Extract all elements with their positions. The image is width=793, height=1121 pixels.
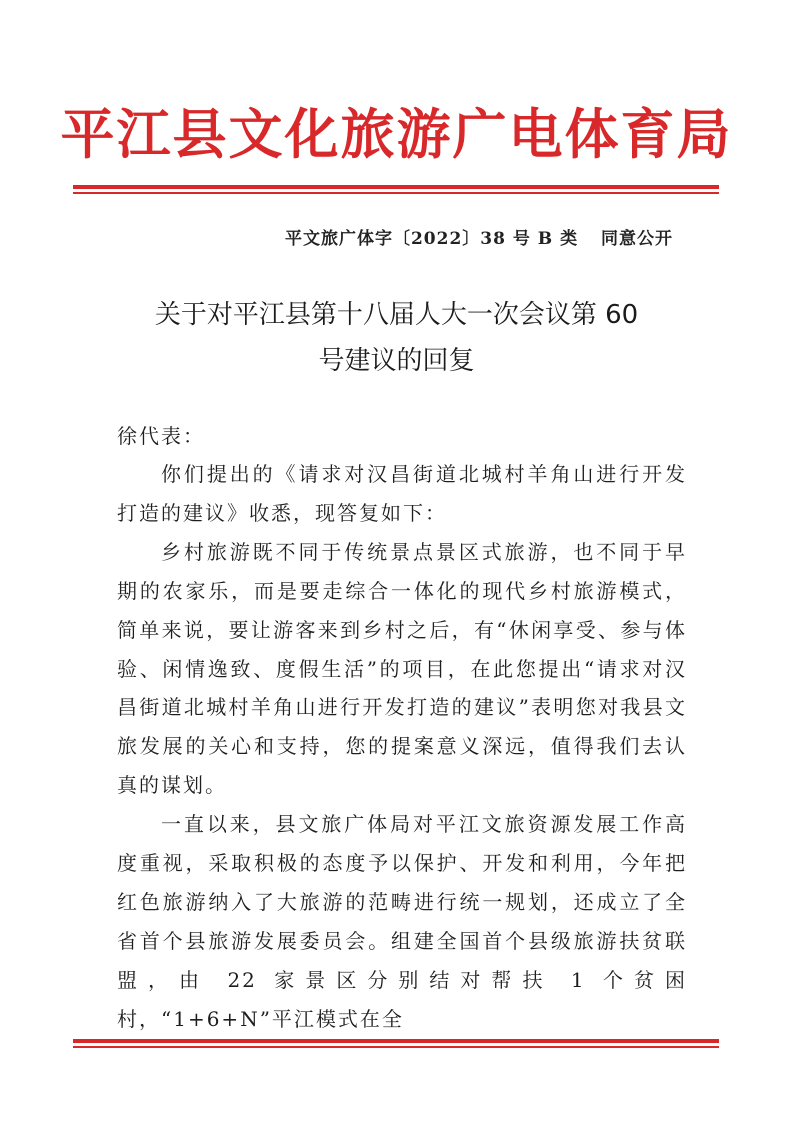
title-line-1: 关于对平江县第十八届人大一次会议第 60 [154, 300, 639, 330]
disclosure-status: 同意公开 [601, 229, 673, 249]
footer-rule-thin [73, 1046, 719, 1048]
letterhead-org-name: 平江县文化旅游广电体育局 [60, 102, 733, 166]
salutation: 徐代表： [117, 424, 205, 448]
footer-rule-thick [73, 1039, 719, 1043]
title-line-2: 号建议的回复 [318, 346, 475, 376]
paragraph: 一直以来，县文旅广体局对平江文旅资源发展工作高度重视，采取积极的态度予以保护、开发和利用，今年把红色旅游纳入了大旅游的范畴进行统一规划，还成立了全省首个县旅游发展委员会。组建全国首个县级旅游扶贫联盟，由 22 家景区分别结对帮扶 1 个贫困村，“1+6+N”平江模式在全 [117, 812, 687, 1031]
letterhead-rule-thick [73, 185, 719, 189]
letterhead-rule-thin [73, 192, 719, 194]
paragraph: 乡村旅游既不同于传统景点景区式旅游，也不同于早期的农家乐，而是要走综合一体化的现代乡村旅游模式，简单来说，要让游客来到乡村之后，有“休闲享受、参与体验、闲情逸致、度假生活”的项目，在此您提出“请求对汉昌街道北城村羊角山进行开发打造的建议”表明您对我县文旅发展的关心和支持，您的提案意义深远，值得我们去认真的谋划。 [117, 539, 687, 798]
paragraph: 你们提出的《请求对汉昌街道北城村羊角山进行开发打造的建议》收悉，现答复如下： [117, 462, 687, 525]
document-number: 平文旅广体字〔2022〕38 号 B 类 [284, 229, 579, 249]
document-title [0, 292, 793, 384]
document-number-line [285, 224, 673, 249]
body-text [117, 455, 687, 1039]
